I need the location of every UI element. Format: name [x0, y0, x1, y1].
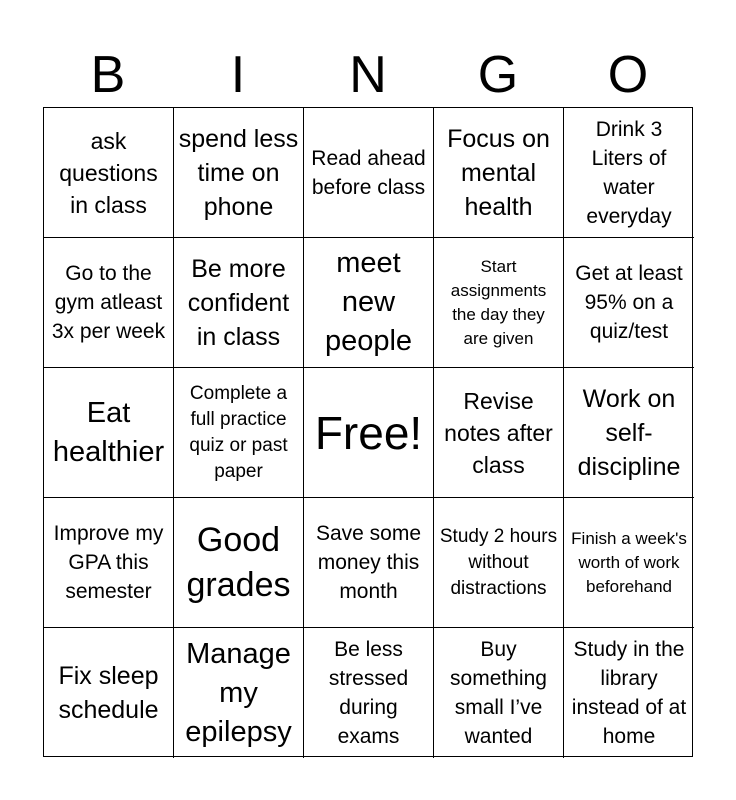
cell-text: Read ahead before class [311, 146, 426, 199]
bingo-cell[interactable] [44, 368, 174, 498]
bingo-header [43, 42, 693, 108]
cell-text: Study in the library instead of at home [571, 638, 687, 748]
bingo-cell[interactable] [564, 108, 694, 238]
free-space-text: Free! [314, 406, 423, 459]
bingo-cell[interactable] [44, 628, 174, 758]
free-space-cell[interactable] [304, 368, 434, 498]
cell-text: spend less time on phone [178, 124, 299, 221]
cell-text: meet new people [324, 247, 413, 357]
bingo-cell[interactable] [564, 368, 694, 498]
cell-text: Manage my epilepsy [185, 637, 292, 748]
bingo-cell[interactable] [174, 238, 304, 368]
header-letter-o: O [607, 46, 649, 104]
bingo-cell[interactable] [44, 238, 174, 368]
bingo-cell[interactable] [304, 238, 434, 368]
bingo-cell[interactable] [304, 108, 434, 238]
bingo-cell[interactable] [434, 108, 564, 238]
cell-text: Improve my GPA this semester [53, 522, 164, 603]
bingo-board [43, 107, 693, 757]
cell-text: Buy something small I’ve wanted [450, 638, 547, 748]
bingo-cell[interactable] [434, 498, 564, 628]
header-letter-b: B [90, 46, 126, 104]
cell-text: Be less stressed during exams [328, 638, 409, 748]
header-letter-g: G [477, 46, 519, 104]
header-letter-i: I [230, 46, 246, 104]
bingo-cell[interactable] [174, 628, 304, 758]
cell-text: ask questions in class [59, 127, 158, 218]
bingo-cell[interactable] [174, 498, 304, 628]
cell-text: Revise notes after class [444, 387, 553, 478]
bingo-cell[interactable] [564, 498, 694, 628]
cell-text: Get at least 95% on a quiz/test [575, 262, 683, 343]
cell-text: Fix sleep schedule [58, 662, 159, 724]
cell-text: Finish a week's worth of work beforehand [571, 528, 687, 596]
cell-text: Eat healthier [52, 396, 165, 468]
cell-text: Study 2 hours without distractions [439, 525, 558, 599]
bingo-cell[interactable] [434, 368, 564, 498]
header-letter-n: N [349, 46, 387, 104]
bingo-cell[interactable] [174, 108, 304, 238]
bingo-cell[interactable] [304, 628, 434, 758]
bingo-cell[interactable] [564, 238, 694, 368]
cell-text: Start assignments the day they are given [450, 256, 547, 348]
cell-text: Focus on mental health [447, 124, 550, 221]
bingo-cell[interactable] [434, 238, 564, 368]
cell-text: Complete a full practice quiz or past paper [189, 382, 288, 482]
cell-text: Good grades [186, 520, 291, 604]
cell-text: Drink 3 Liters of water everyday [586, 117, 672, 228]
cell-text: Work on self-discipline [577, 384, 681, 481]
cell-text: Go to the gym atleast 3x per week [51, 262, 166, 343]
bingo-cell[interactable] [564, 628, 694, 758]
cell-text: Be more confident in class [187, 254, 290, 351]
bingo-cell[interactable] [434, 628, 564, 758]
bingo-cell[interactable] [304, 498, 434, 628]
bingo-cell[interactable] [44, 498, 174, 628]
bingo-cell[interactable] [44, 108, 174, 238]
cell-text: Save some money this month [315, 522, 422, 603]
bingo-cell[interactable] [174, 368, 304, 498]
